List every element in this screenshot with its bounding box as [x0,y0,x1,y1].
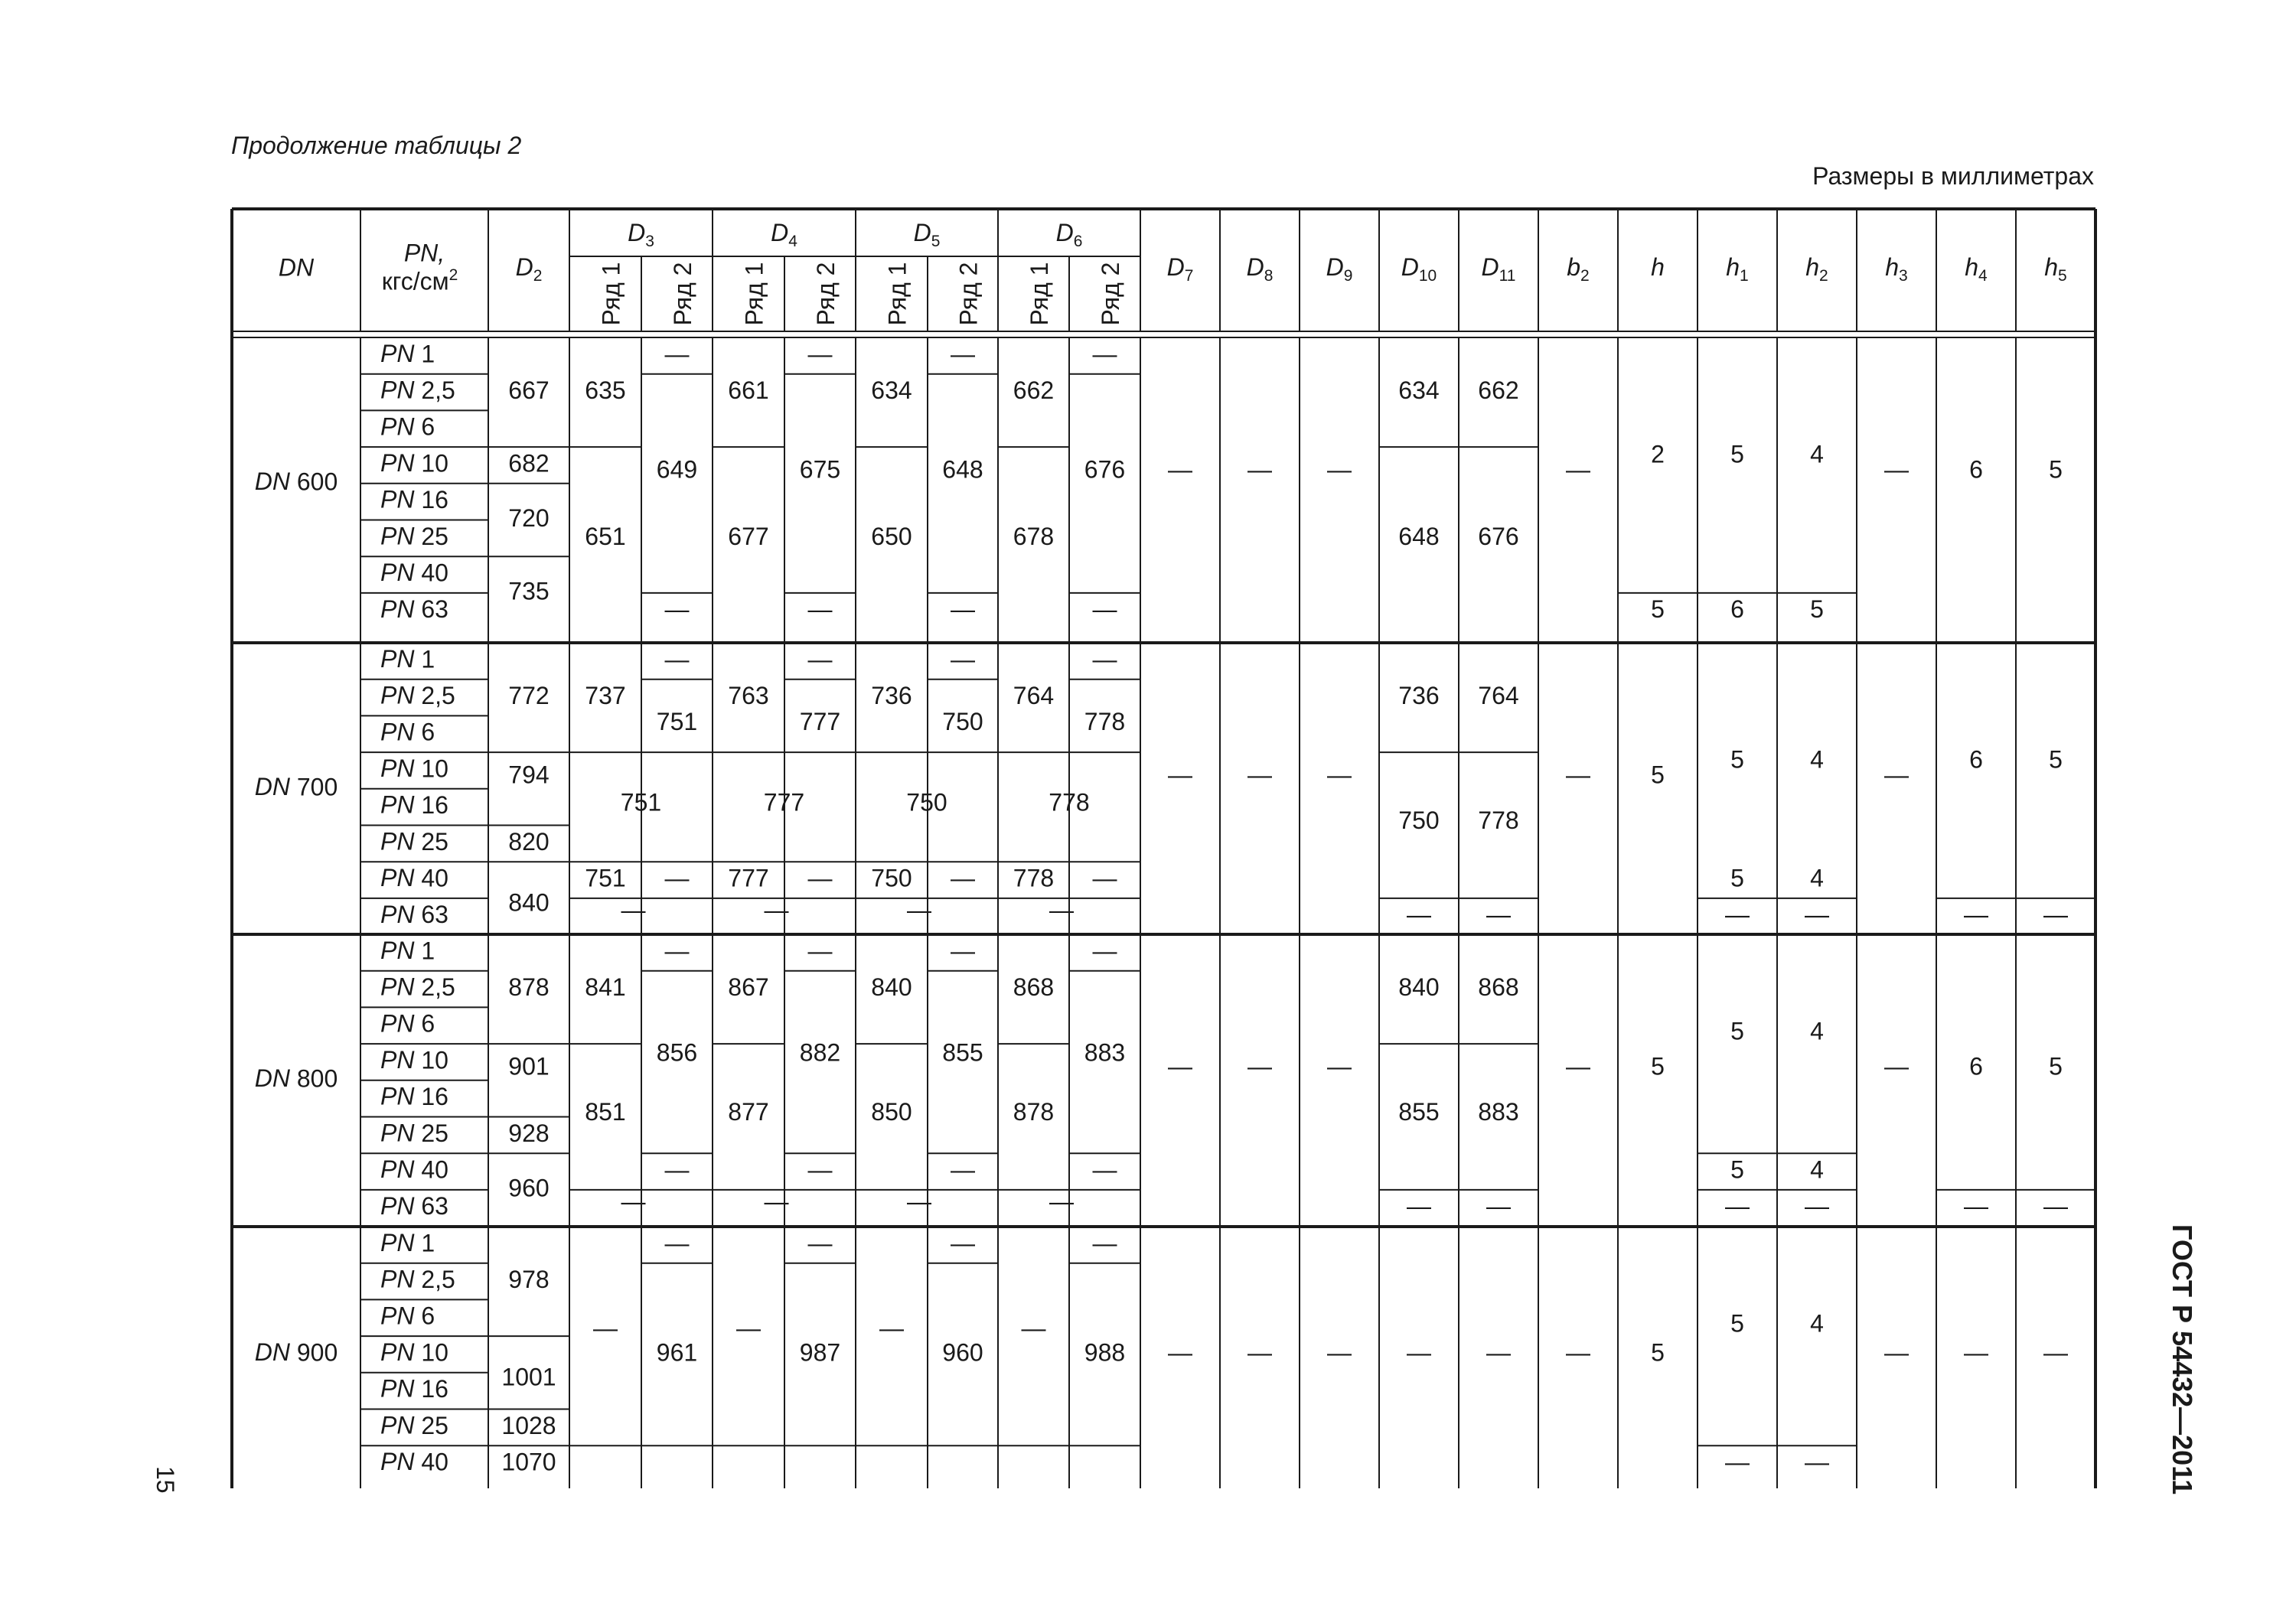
pn-label: PN 16 [380,1083,448,1111]
dash-cell: — [1247,761,1272,789]
header-pn-units: кгс/$см^2$ [381,266,458,295]
dash-cell: — [807,937,833,965]
series2-value: 855 [942,1038,983,1067]
dash-cell: — [621,1188,646,1216]
dash-cell: — [664,1155,690,1184]
dash-cell: — [907,896,931,924]
dash-cell: — [1092,645,1117,673]
series1-value: 661 [728,376,769,405]
pn-label: PN 10 [380,1338,448,1367]
d10-value: 855 [1398,1098,1440,1126]
dash-cell: — [951,340,975,368]
merged-value: 751 [620,788,662,816]
dash-cell: — [1964,901,1988,929]
h2-value: 4 [1810,745,1824,774]
pn-label: PN 1 [380,1229,435,1257]
series1-value: 634 [871,376,912,405]
d2-value: 960 [508,1174,550,1202]
dash-cell: — [1092,1229,1117,1257]
h1-value: 5 [1730,1017,1744,1045]
dash-cell: — [1964,1338,1988,1367]
dash-cell: — [736,1314,761,1342]
dash-cell: — [1092,937,1117,965]
series2-value: 675 [799,455,841,484]
series1-value: 841 [585,973,626,1002]
header-d4: $D_4$ [771,219,797,250]
header-h2: $h_2$ [1805,253,1828,285]
dash-cell: — [1092,864,1117,892]
pn-label: PN 6 [380,1009,435,1038]
dash-cell: — [1486,1192,1511,1221]
dash-cell: — [807,1229,833,1257]
dash-cell: — [951,1229,975,1257]
d11-value: 764 [1478,682,1519,710]
d2-value: 901 [508,1052,550,1080]
dash-cell: — [1247,455,1272,484]
series1-value: 737 [585,682,626,710]
d2-value: 772 [508,682,550,710]
dash-cell: — [1884,761,1909,789]
dash-cell: — [2043,1192,2068,1221]
pn-label: PN 10 [380,1046,448,1074]
series1-value: 763 [728,682,769,710]
d2-value: 820 [508,827,550,855]
dash-cell: — [1805,901,1829,929]
d11-value: 676 [1478,522,1519,550]
dash-cell: — [951,645,975,673]
series2-value: 676 [1084,455,1126,484]
pn-label: PN 40 [380,1155,448,1184]
series1-value: 764 [1013,682,1055,710]
table-caption: Продолжение таблицы 2 [231,132,522,159]
dash-cell: — [764,896,789,924]
series1-value: 635 [585,376,626,405]
pn-label: PN 10 [380,449,448,477]
series1-value: 777 [728,864,769,892]
series2-value: 883 [1084,1038,1126,1067]
header-D9: $D_9$ [1326,253,1353,285]
dash-cell: — [1247,1052,1272,1080]
dash-cell: — [664,340,690,368]
header-h3: $h_3$ [1885,253,1908,285]
h-value: 5 [1651,1052,1665,1080]
dash-cell: — [1168,1052,1192,1080]
series1-value: 850 [871,1098,912,1126]
dash-cell: — [1247,1338,1272,1367]
series2-value: 649 [656,455,698,484]
d11-value: 868 [1478,973,1519,1002]
dash-cell: — [593,1314,618,1342]
dash-cell: — [664,645,690,673]
header-series-2: Ряд 2 [954,262,983,326]
d2-value: 1028 [501,1411,556,1439]
series1-value: 736 [871,682,912,710]
d2-value: 840 [508,888,550,917]
dash-cell: — [1327,1338,1352,1367]
series2-value: 882 [799,1038,841,1067]
merged-value: 778 [1049,788,1090,816]
h-value: 5 [1651,761,1665,789]
d2-value: 720 [508,504,550,532]
header-series-1: Ряд 1 [597,262,625,326]
header-b2: $b_2$ [1567,253,1590,285]
pn-label: PN 6 [380,718,435,746]
dash-cell: — [1049,1188,1074,1216]
pn-label: PN 25 [380,522,448,550]
dash-cell: — [807,595,833,624]
h2-value: 4 [1810,1155,1824,1184]
pn-label: PN 2,5 [380,682,455,710]
pn-label: PN 2,5 [380,973,455,1002]
dash-cell: — [1486,901,1511,929]
header-d6: $D_6$ [1055,219,1083,250]
series2-value: 988 [1084,1338,1126,1367]
dash-cell: — [1168,1338,1192,1367]
dash-cell: — [1884,1052,1909,1080]
series1-value: 867 [728,973,769,1002]
dash-cell: — [807,864,833,892]
dash-cell: — [1566,1052,1590,1080]
pn-label: PN 63 [380,1192,448,1221]
dash-cell: — [1327,1052,1352,1080]
series1-value: 840 [871,973,912,1002]
h2-value: 4 [1810,1309,1824,1338]
d11-value: 662 [1478,376,1519,405]
header-series-2: Ряд 2 [1096,262,1124,326]
h5-value: 5 [2049,745,2063,774]
h4-value: 6 [1969,1052,1983,1080]
header-dn: DN [278,253,315,282]
header-series-1: Ряд 1 [883,262,912,326]
units-note: Размеры в миллиметрах [1812,162,2094,190]
series1-value: 650 [871,522,912,550]
dash-cell: — [1725,901,1750,929]
pn-label: PN 40 [380,559,448,587]
dash-cell: — [1168,455,1192,484]
series1-value: 878 [1013,1098,1055,1126]
dn-label: DN 900 [254,1338,338,1367]
dash-cell: — [879,1314,904,1342]
pn-label: PN 40 [380,1448,448,1476]
h2-value: 4 [1810,864,1824,892]
h2-value: 4 [1810,1017,1824,1045]
d2-value: 667 [508,376,550,405]
dash-cell: — [1805,1192,1829,1221]
dash-cell: — [2043,1338,2068,1367]
page-number: 15 [152,1466,179,1494]
pn-label: PN 40 [380,864,448,892]
dash-cell: — [664,595,690,624]
dash-cell: — [807,1155,833,1184]
header-h1: $h_1$ [1726,253,1749,285]
dash-cell: — [664,937,690,965]
series2-value: 961 [656,1338,698,1367]
d2-value: 735 [508,577,550,605]
dash-cell: — [1092,595,1117,624]
series1-value: 851 [585,1098,626,1126]
series2-value: 960 [942,1338,983,1367]
dash-cell: — [664,864,690,892]
pn-label: PN 63 [380,595,448,624]
dash-cell: — [951,937,975,965]
pn-label: PN 6 [380,412,435,441]
h5-value: 5 [2049,455,2063,484]
dash-cell: — [1805,1448,1829,1476]
series2-value: 987 [799,1338,841,1367]
dash-cell: — [1884,1338,1909,1367]
pn-label: PN 16 [380,486,448,514]
d2-value: 978 [508,1266,550,1294]
dash-cell: — [1049,896,1074,924]
h4-value: 6 [1969,745,1983,774]
series2-value: 751 [656,707,698,735]
standard-designation: ГОСТ Р 54432—2011 [2167,1224,2198,1495]
merged-value: 750 [906,788,947,816]
pn-label: PN 16 [380,1375,448,1403]
series1-value: 651 [585,522,626,550]
d2-value: 1001 [501,1363,556,1391]
dash-cell: — [1566,455,1590,484]
pn-label: PN 2,5 [380,376,455,405]
h2-value: 4 [1810,440,1824,468]
dash-cell: — [1407,1338,1431,1367]
h1-value: 5 [1730,864,1744,892]
series1-value: 750 [871,864,912,892]
d10-value: 634 [1398,376,1440,405]
dash-cell: — [1725,1192,1750,1221]
pn-label: PN 25 [380,827,448,855]
d10-value: 750 [1398,807,1440,835]
header-h4: $h_4$ [1965,253,1988,285]
d2-value: 682 [508,449,550,477]
header-d3: $D_3$ [628,219,654,250]
dash-cell: — [664,1229,690,1257]
dash-cell: — [951,864,975,892]
pn-label: PN 1 [380,645,435,673]
dash-cell: — [907,1188,931,1216]
series1-value: 751 [585,864,626,892]
dash-cell: — [1092,1155,1117,1184]
header-series-1: Ряд 1 [740,262,768,326]
merged-value: 777 [763,788,805,816]
series1-value: 677 [728,522,769,550]
dash-cell: — [807,340,833,368]
dash-cell: — [1725,1448,1750,1476]
d10-value: 648 [1398,522,1440,550]
header-h5: $h_5$ [2044,253,2067,285]
series1-value: 778 [1013,864,1055,892]
dash-cell: — [764,1188,789,1216]
dash-cell: — [1964,1192,1988,1221]
pn-label: PN 16 [380,791,448,820]
h-value: 2 [1651,440,1665,468]
header-series-2: Ряд 2 [668,262,696,326]
pn-label: PN 10 [380,754,448,783]
series1-value: 877 [728,1098,769,1126]
dash-cell: — [951,595,975,624]
dash-cell: — [1407,901,1431,929]
series2-value: 856 [656,1038,698,1067]
dash-cell: — [1327,761,1352,789]
d2-value: 794 [508,761,550,789]
pn-label: PN 2,5 [380,1266,455,1294]
d10-value: 736 [1398,682,1440,710]
dash-cell: — [621,896,646,924]
pn-label: PN 1 [380,340,435,368]
series2-value: 648 [942,455,983,484]
h1-value: 5 [1730,745,1744,774]
dash-cell: — [1092,340,1117,368]
h1-value: 5 [1730,440,1744,468]
h2-value: 5 [1810,595,1824,624]
pn-label: PN 25 [380,1119,448,1147]
h5-value: 5 [2049,1052,2063,1080]
dash-cell: — [1884,455,1909,484]
dash-cell: — [951,1155,975,1184]
h-value: 5 [1651,1338,1665,1367]
series1-value: 678 [1013,522,1055,550]
dash-cell: — [1168,761,1192,789]
d10-value: 840 [1398,973,1440,1002]
d2-value: 1070 [501,1448,556,1476]
h4-value: 6 [1969,455,1983,484]
series2-value: 777 [799,707,841,735]
dash-cell: — [1407,1192,1431,1221]
d11-value: 883 [1478,1098,1519,1126]
dash-cell: — [1021,1314,1046,1342]
h1-value: 6 [1730,595,1744,624]
dash-cell: — [2043,901,2068,929]
header-D7: $D_7$ [1166,253,1194,285]
pn-label: PN 25 [380,1411,448,1439]
pn-label: PN 1 [380,937,435,965]
dash-cell: — [1486,1338,1511,1367]
pn-label: PN 6 [380,1302,435,1330]
dn-label: DN 600 [254,468,338,496]
header-h: h [1651,253,1665,282]
dash-cell: — [1327,455,1352,484]
series2-value: 778 [1084,707,1126,735]
dn-label: DN 800 [254,1064,338,1093]
series1-value: 868 [1013,973,1055,1002]
d2-value: 928 [508,1119,550,1147]
header-D10: $D_{10}$ [1401,253,1437,285]
header-d2: $D_2$ [515,253,543,285]
dash-cell: — [1566,1338,1590,1367]
header-series-1: Ряд 1 [1025,262,1053,326]
h1-value: 5 [1730,1309,1744,1338]
header-pn: PN, [403,239,445,267]
header-d5: $D_5$ [913,219,941,250]
header-series-2: Ряд 2 [811,262,840,326]
pn-label: PN 63 [380,901,448,929]
d2-value: 878 [508,973,550,1002]
dn-label: DN 700 [254,773,338,801]
header-D8: $D_8$ [1246,253,1274,285]
header-D11: $D_{11}$ [1481,253,1516,285]
h-value: 5 [1651,595,1665,624]
dash-cell: — [807,645,833,673]
h1-value: 5 [1730,1155,1744,1184]
dash-cell: — [1566,761,1590,789]
series2-value: 750 [942,707,983,735]
d11-value: 778 [1478,807,1519,835]
series1-value: 662 [1013,376,1055,405]
